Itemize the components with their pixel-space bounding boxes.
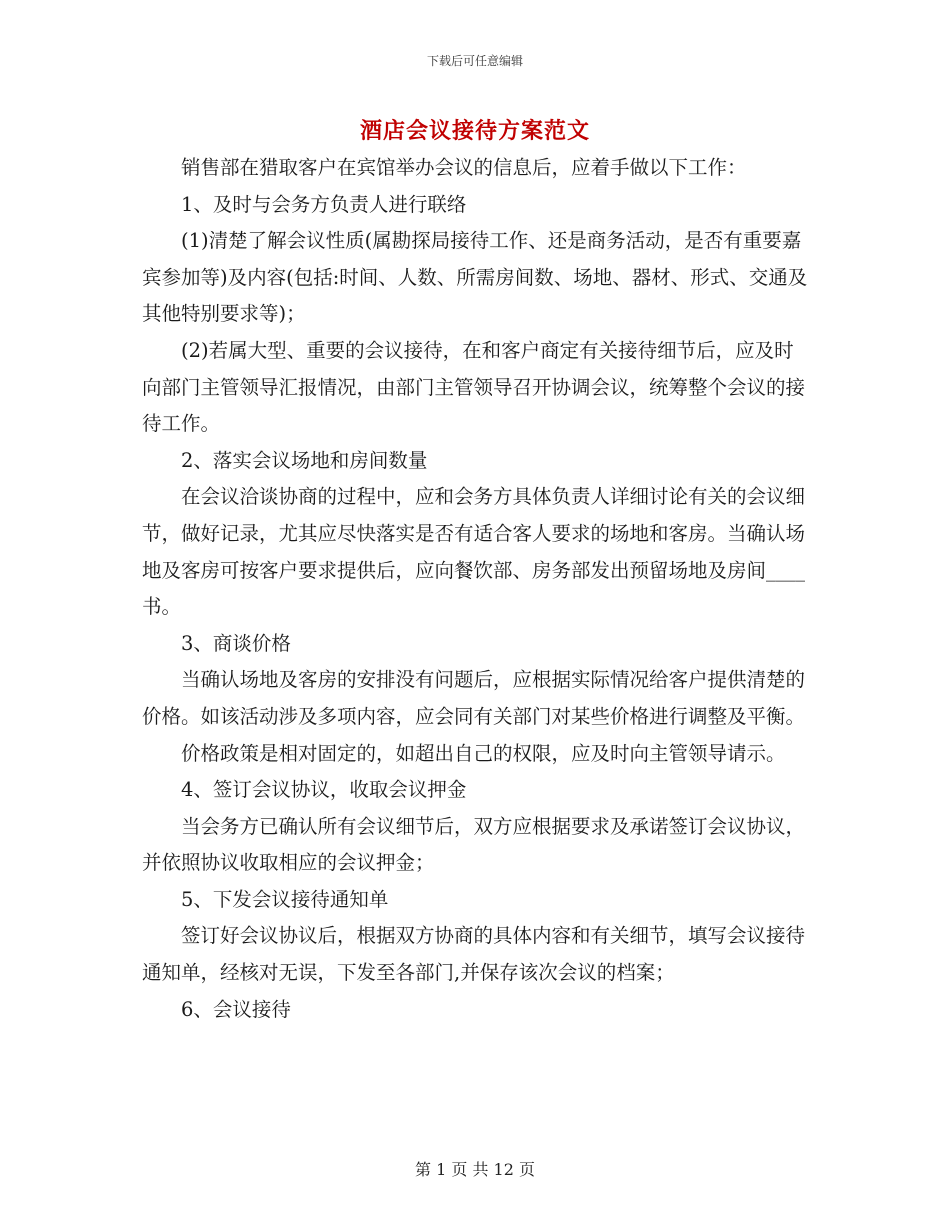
- paragraph-item-1-2: (2)若属大型、重要的会议接待，在和客户商定有关接待细节后，应及时向部门主管领导汇报情况，由部门主管领导召开协调会议，统筹整个会议的接待工作。: [142, 338, 806, 436]
- paragraph-section-2: 在会议洽谈协商的过程中，应和会务方具体负责人详细讨论有关的会议细节，做好记录，尤其应尽快落实是否有适合客人要求的场地和客房。当确认场地及客房可按客户要求提供后，应向餐饮部、房务部发出预留场地及房间____书。: [142, 485, 806, 619]
- paragraph-section-4: 当会务方已确认所有会议细节后，双方应根据要求及承诺签订会议协议，并依照协议收取相应的会议押金；: [142, 814, 806, 875]
- section-heading-4: 4、签订会议协议，收取会议押金: [181, 778, 467, 802]
- document-title: 酒店会议接待方案范文: [359, 118, 590, 144]
- header-note: 下载后可任意编辑: [426, 54, 523, 68]
- section-heading-3: 3、商谈价格: [181, 631, 291, 655]
- paragraph-section-3a: 当确认场地及客房的安排没有问题后，应根据实际情况给客户提供清楚的价格。如该活动涉及多项内容，应会同有关部门对某些价格进行调整及平衡。: [142, 668, 806, 728]
- section-heading-6: 6、会议接待: [181, 997, 291, 1021]
- section-heading-2: 2、落实会议场地和房间数量: [181, 448, 428, 472]
- page-number: 第 1 页 共 12 页: [415, 1160, 535, 1179]
- document-body: [142, 150, 812, 1028]
- paragraph-item-1-1: (1)清楚了解会议性质(属勘探局接待工作、还是商务活动，是否有重要嘉宾参加等)及内容(包括:时间、人数、所需房间数、场地、器材、形式、交通及其他特别要求等)；: [142, 229, 808, 326]
- paragraph-section-5: 签订好会议协议后，根据双方协商的具体内容和有关细节，填写会议接待通知单，经核对无误，下发至各部门,并保存该次会议的档案；: [142, 924, 806, 985]
- paragraph-section-3b: 价格政策是相对固定的，如超出自己的权限，应及时向主管领导请示。: [181, 741, 786, 765]
- paragraph-intro: 销售部在猎取客户在宾馆举办会议的信息后，应着手做以下工作：: [181, 156, 747, 179]
- section-heading-1: 1、及时与会务方负责人进行联络: [181, 192, 467, 216]
- section-heading-5: 5、下发会议接待通知单: [181, 887, 389, 911]
